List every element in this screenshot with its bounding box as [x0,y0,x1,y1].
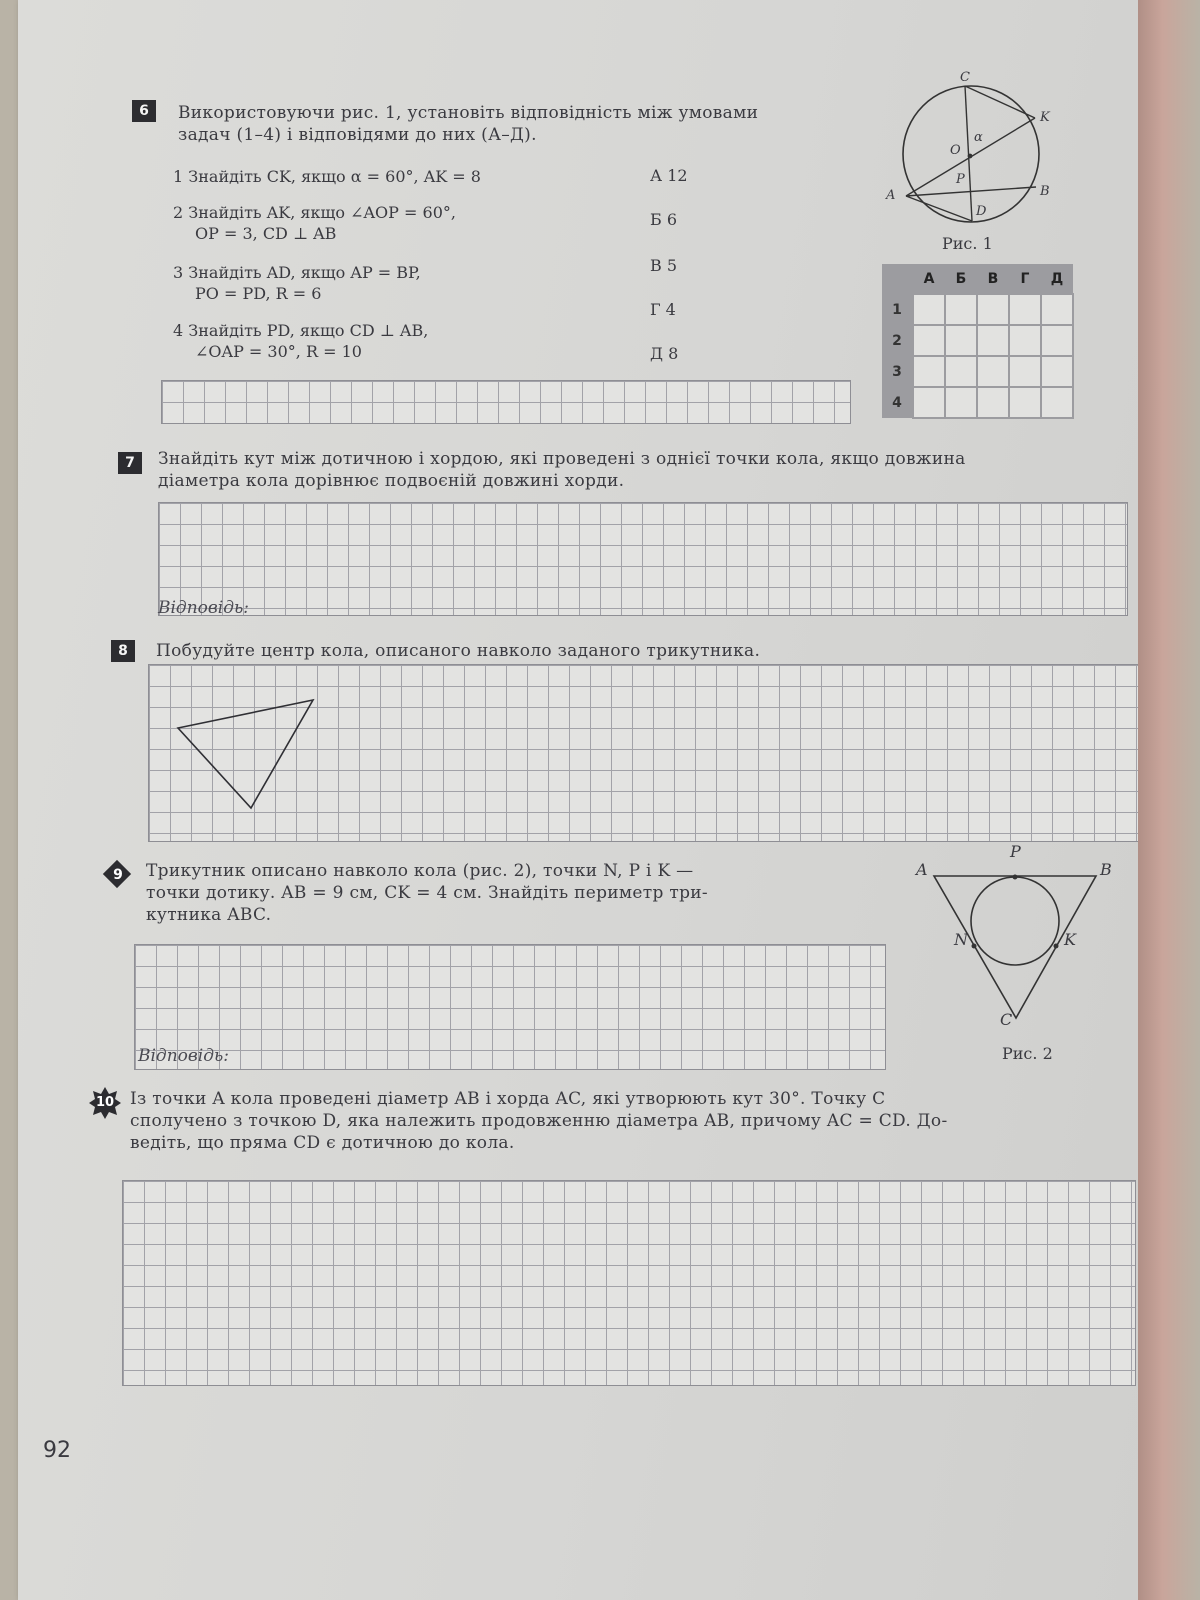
task9-number: 9 [113,867,123,883]
figure1-center-point [968,154,973,159]
task6-text [178,102,858,146]
task6-number: 6 [139,103,149,119]
match-cell[interactable] [945,387,977,418]
figure1-label-k: K [1040,110,1050,125]
task7-number-badge [118,452,142,474]
figure2-incircle [971,877,1059,965]
task10-text-line3: ведіть, що пряма CD є дотичною до кола. [130,1133,515,1153]
figure1-label-c: C [960,70,970,85]
task7-answer-label: Відповідь: [158,598,249,618]
figure2-label-p: P [1010,842,1021,861]
match-col-header: А [913,264,945,294]
figure1-caption: Рис. 1 [942,234,993,253]
figure1-label-alpha: α [974,130,983,145]
match-col-header: Д [1041,264,1073,294]
task6-answer-d: Д 8 [650,344,679,363]
figure1-label-a: A [886,188,896,203]
task6-answer-g: Г 4 [650,300,676,319]
match-cell[interactable] [977,387,1009,418]
match-cell[interactable] [1041,387,1073,418]
task6-number-badge [132,100,156,122]
match-cell[interactable] [1009,325,1041,356]
task6-answer-grid[interactable] [161,380,851,424]
figure1-label-b: B [1040,184,1050,199]
figure2-point-k [1054,944,1059,949]
match-cell[interactable] [1009,387,1041,418]
task7-text-line1: Знайдіть кут між дотичною і хордою, які проведені з однієї точки кола, якщо довжина [158,449,966,469]
match-cell[interactable] [1041,356,1073,387]
match-cell[interactable] [913,356,945,387]
task6-condition-2: 2 Знайдіть AK, якщо ∠AOP = 60°, OP = 3, CD ⊥ AB [173,203,456,243]
figure1-chord-cd [965,86,972,221]
figure1-chord-ck [965,86,1035,118]
match-cell[interactable] [1041,294,1073,325]
task9-text-line1: Трикутник описано навколо кола (рис. 2), точки N, P і K — [146,861,694,881]
task6-condition-1: 1 Знайдіть CK, якщо α = 60°, AK = 8 [173,167,481,186]
figure2-point-p [1013,875,1018,880]
task8-number: 8 [118,643,128,659]
match-cell[interactable] [913,294,945,325]
figure2-caption: Рис. 2 [1002,1044,1053,1063]
task7-text [158,448,1128,492]
figure2-label-c: C [1000,1010,1013,1029]
task6-text-line1: Використовуючи рис. 1, установіть відповідність між умовами [178,103,759,123]
match-cell[interactable] [945,356,977,387]
figure2-label-b: B [1100,860,1112,879]
task6-condition-3: 3 Знайдіть AD, якщо AP = BP, PO = PD, R = 6 [173,263,421,303]
match-cell[interactable] [977,325,1009,356]
match-row-header: 4 [882,387,913,418]
match-cell[interactable] [913,325,945,356]
task9-text [146,860,886,926]
match-col-header: В [977,264,1009,294]
task10-answer-grid[interactable] [122,1180,1136,1386]
figure1-label-p: P [956,172,965,187]
task7-answer-grid[interactable] [158,502,1128,616]
task10-text [130,1088,1130,1154]
task9-text-line2: точки дотику. AB = 9 см, CK = 4 см. Знайдіть периметр три- [146,883,708,903]
match-cell[interactable] [977,356,1009,387]
task6-answer-b: Б 6 [650,210,678,229]
task10-text-line2: сполучено з точкою D, яка належить продовженню діаметра AB, причому AC = CD. До- [130,1111,948,1131]
figure1-label-o: O [950,143,961,158]
figure1-chord-ad [906,196,972,221]
match-cell[interactable] [945,325,977,356]
task6-answer-v: В 5 [650,256,678,275]
match-col-header: Г [1009,264,1041,294]
match-cell[interactable] [1041,325,1073,356]
figure2-point-n [972,944,977,949]
task9-text-line3: кутника ABC. [146,905,272,925]
task10-number: 10 [95,1095,115,1110]
task7-number: 7 [125,455,135,471]
match-table-corner [882,264,913,294]
task8-text: Побудуйте центр кола, описаного навколо заданого трикутника. [156,641,761,661]
task6-condition-4: 4 Знайдіть PD, якщо CD ⊥ AB, ∠OAP = 30°, R = 10 [173,321,429,361]
figure2-label-n: N [954,930,968,949]
figure1-label-d: D [976,204,987,219]
match-row-header: 2 [882,325,913,356]
match-col-header: Б [945,264,977,294]
match-cell[interactable] [1009,294,1041,325]
task8-triangle [168,690,328,820]
next-page-edge [1138,0,1200,1600]
task9-answer-grid[interactable] [134,944,886,1070]
workbook-page [18,0,1138,1600]
page-number: 92 [43,1438,71,1463]
match-cell[interactable] [1009,356,1041,387]
match-cell[interactable] [977,294,1009,325]
match-cell[interactable] [945,294,977,325]
task6-text-line2: задач (1–4) і відповідями до них (А–Д). [178,125,537,145]
figure2-label-a: A [916,860,928,879]
task9-answer-label: Відповідь: [138,1046,229,1066]
task6-match-table [882,264,1074,419]
task6-answer-a: А 12 [650,166,688,185]
task8-number-badge [111,640,135,662]
figure2-label-k: K [1064,930,1076,949]
task9-number-badge [105,862,131,888]
task10-text-line1: Із точки A кола проведені діаметр AB і хорда AC, які утворюють кут 30°. Точку C [130,1089,886,1109]
task10-number-badge [88,1086,122,1120]
match-row-header: 3 [882,356,913,387]
match-row-header: 1 [882,294,913,325]
figure1-circle-diagram [876,70,1106,240]
task7-text-line2: діаметра кола дорівнює подвоєній довжині хорди. [158,471,625,491]
match-cell[interactable] [913,387,945,418]
